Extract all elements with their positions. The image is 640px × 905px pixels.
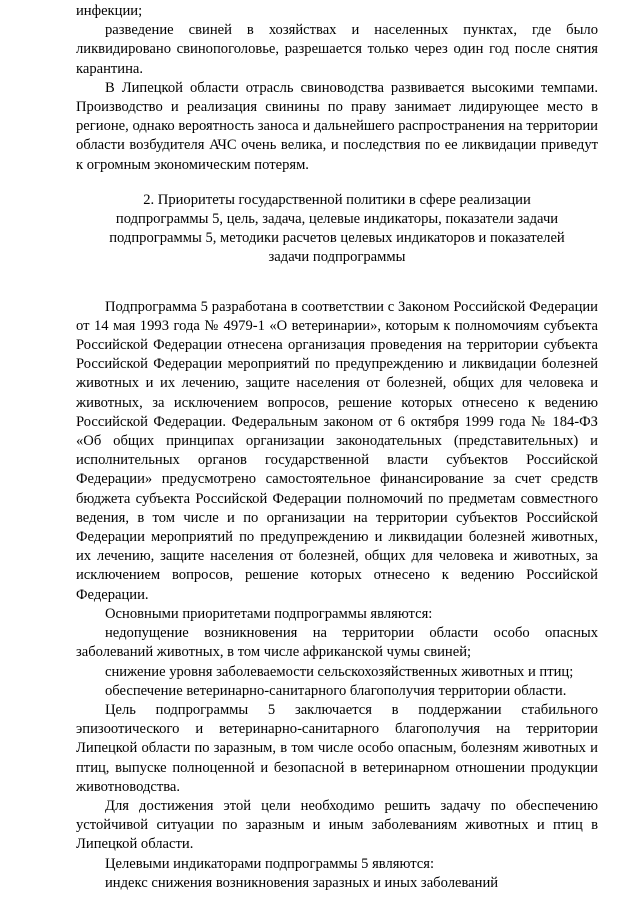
paragraph-indicator-1: индекс снижения возникновения заразных и иных заболеваний bbox=[105, 874, 499, 891]
paragraph-priorities-intro: Основными приоритетами подпрограммы являются: bbox=[105, 605, 433, 622]
paragraph-continuation: инфекции; bbox=[76, 3, 143, 19]
section-heading: 2. Приоритеты государственной политики в сфере реализации подпрограммы 5, цель, задача, целевые индикаторы, показатели задачи подпрограммы 5, методики расчетов целевых индикаторов и показателей задачи подпрограммы bbox=[109, 191, 565, 266]
document-body bbox=[76, 2, 598, 893]
paragraph-legal-basis: Подпрограмма 5 разработана в соответствии с Законом Российской Федерации от 14 мая 1993 года № 4979-1 «О ветеринарии», которым к полномочиям субъекта Российской Федерации отнесена организация проведения на территории субъекта Российской Федерации мероприятий по предупреждению и ликвидации болезней животных и их лечению, защите населения от болезней, общих для человека и животных, за исключением вопросов, решение которых отнесено к ведению Российской Федерации. Федеральным законом от 6 октября 1999 года № 184-ФЗ «Об общих принципах организации законодательных (представительных) и исполнительных органов государственной власти субъектов Российской Федерации» предусмотрено самостоятельное финансирование за счет средств бюджета субъекта Российской Федерации полномочий по предметам совместного ведения, в том числе и по организации на территории субъектов Российской Федерации мероприятий по предупреждению и ликвидации болезней животных, их лечению, защите населения от болезней, общих для человека и животных, за исключением вопросов, решение которых отнесено к ведению Российской Федерации. bbox=[76, 298, 598, 603]
paragraph-pig-industry: В Липецкой области отрасль свиноводства развивается высокими темпами. Производство и реализация свинины по праву занимает лидирующее место в регионе, однако вероятность заноса и дальнейшего распространения на территории области возбудителя АЧС очень велика, и последствия по ее ликвидации приведут к огромным экономическим потерям. bbox=[76, 79, 598, 173]
paragraph-indicators-intro: Целевыми индикаторами подпрограммы 5 являются: bbox=[105, 855, 435, 872]
paragraph-goal: Цель подпрограммы 5 заключается в поддержании стабильного эпизоотического и ветеринарно-санитарного благополучия на территории Липецкой области по заразным, в том числе особо опасным, болезням животных и птиц, выпуске полноценной и безопасной в ветеринарном отношении продукции животноводства. bbox=[76, 701, 598, 795]
paragraph-priority-2: снижение уровня заболеваемости сельскохозяйственных животных и птиц; bbox=[105, 663, 574, 680]
paragraph-priority-3: обеспечение ветеринарно-санитарного благополучия территории области. bbox=[105, 682, 567, 699]
paragraph-task: Для достижения этой цели необходимо решить задачу по обеспечению устойчивой ситуации по заразным и иным заболеваниям животных и птиц в Липецкой области. bbox=[76, 797, 598, 853]
paragraph-priority-1: недопущение возникновения на территории области особо опасных заболеваний животных, в том числе африканской чумы свиней; bbox=[76, 625, 598, 661]
paragraph-breeding-rule: разведение свиней в хозяйствах и населенных пунктах, где было ликвидировано свинопоголовье, разрешается только через один год после снятия карантина. bbox=[76, 22, 598, 77]
